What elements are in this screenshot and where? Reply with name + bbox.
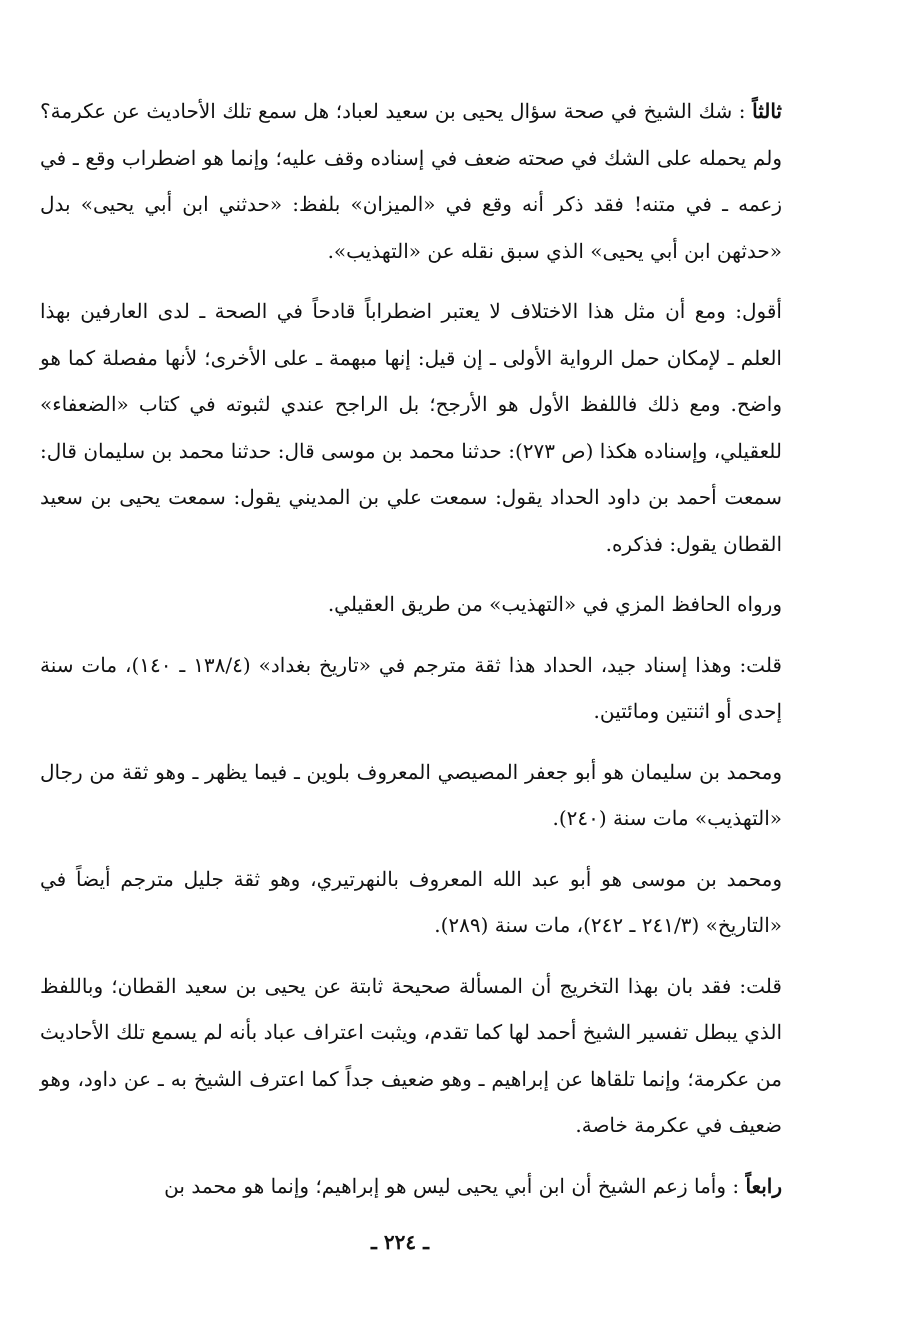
paragraph-text: قلت: فقد بان بهذا التخريج أن المسألة صحيحة ثابتة عن يحيى بن سعيد القطان؛ وباللفظ الذي يبطل تفسير الشيخ أحمد لها كما تقدم، ويثبت اعتراف عباد بأنه لم يسمع تلك الأحاديث من عكرمة؛ وإنما تلقاها عن إبراهيم ـ وهو ضعيف جداً كما اعترف الشيخ به ـ عن داود، وهو ضعيف في عكرمة خاصة. [40,973,782,1137]
paragraph-8 [40,1163,782,1210]
paragraph-4 [40,642,782,735]
paragraph-text: ومحمد بن سليمان هو أبو جعفر المصيصي المعروف بلوين ـ فيما يظهر ـ وهو ثقة من رجال «التهذيب» مات سنة (٢٤٠). [40,759,782,830]
paragraph-text: ومحمد بن موسى هو أبو عبد الله المعروف بالنهرتيري، وهو ثقة جليل مترجم أيضاً في «التاريخ» (٢٤١/٣ ـ ٢٤٢)، مات سنة (٢٨٩). [40,866,782,937]
paragraph-text: قلت: وهذا إسناد جيد، الحداد هذا ثقة مترجم في «تاريخ بغداد» (١٣٨/٤ ـ ١٤٠)، مات سنة إحدى أو اثنتين ومائتين. [40,652,782,723]
page-body [40,88,782,1209]
paragraph-text: : وأما زعم الشيخ أن ابن أبي يحيى ليس هو إبراهيم؛ وإنما هو محمد بن [164,1173,740,1198]
paragraph-7 [40,963,782,1149]
paragraph-text: ورواه الحافظ المزي في «التهذيب» من طريق العقيلي. [327,592,782,616]
paragraph-lead: رابعاً [745,1173,782,1198]
paragraph-2 [40,288,782,567]
paragraph-text: أقول: ومع أن مثل هذا الاختلاف لا يعتبر اضطراباً قادحاً في الصحة ـ لدى العارفين بهذا العلم ـ لإمكان حمل الرواية الأولى ـ إن قيل: إنها مبهمة ـ على الأخرى؛ لأنها مفصلة كما هو واضح. ومع ذلك فاللفظ الأول هو الأرجح؛ بل الراجح عندي لثبوته في كتاب «الضعفاء» للعقيلي، وإسناده هكذا (ص ٢٧٣): حدثنا محمد بن موسى قال: حدثنا محمد بن سليمان قال: سمعت أحمد بن داود الحداد يقول: سمعت علي بن المديني يقول: سمعت يحيى بن سعيد القطان يقول: فذكره. [40,299,782,556]
paragraph-text: : شك الشيخ في صحة سؤال يحيى بن سعيد لعباد؛ هل سمع تلك الأحاديث عن عكرمة؟ ولم يحمله على الشك في صحته ضعف في إسناده وقف عليه؛ وإنما هو اضطراب وقع ـ في زعمه ـ في متنه! فقد ذكر أنه وقع في «الميزان» بلفظ: «حدثني ابن أبي يحيى» بدل «حدثهن ابن أبي يحيى» الذي سبق نقله عن «التهذيب». [40,99,782,263]
paragraph-5 [40,749,782,842]
paragraph-6 [40,856,782,949]
paragraph-3 [40,581,782,628]
page-number: ـ ٢٢٤ ـ [371,1230,429,1254]
paragraph-lead: ثالثاً [752,99,782,123]
paragraph-1 [40,88,782,274]
